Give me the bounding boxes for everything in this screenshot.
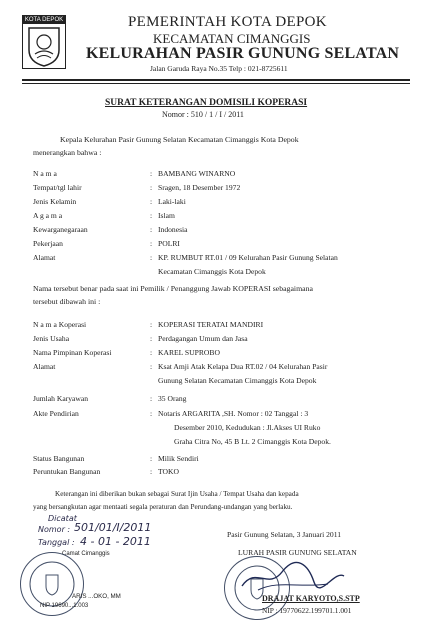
colon: : <box>150 225 153 234</box>
colon: : <box>150 394 153 403</box>
building-status-label: Status Bangunan <box>33 454 85 463</box>
logo-label: KOTA DEPOK <box>24 17 64 23</box>
person-occupation-label: Pekerjaan <box>33 239 63 248</box>
colon: : <box>150 320 153 329</box>
colon: : <box>150 169 153 178</box>
colon: : <box>150 239 153 248</box>
camat-title: Camat Cimanggis <box>62 551 110 557</box>
document-title: SURAT KETERANGAN DOMISILI KOPERASI <box>105 98 308 108</box>
header-government: PEMERINTAH KOTA DEPOK <box>128 14 327 30</box>
person-gender-label: Jenis Kelamin <box>33 197 77 206</box>
colon: : <box>150 197 153 206</box>
coop-business-value: Perdagangan Umum dan Jasa <box>158 334 248 343</box>
deed-label: Akte Pendirian <box>33 409 79 418</box>
person-birth-label: Tempat/tgl lahir <box>33 183 82 192</box>
coop-address-value: Ksat Amji Atak Kelapa Dua RT.02 / 04 Kelurahan Pasir <box>158 362 328 371</box>
reg-date-value: 4 - 01 - 2011 <box>80 535 151 548</box>
reg-date-label: Tanggal : <box>38 538 75 547</box>
employees-label: Jumlah Karyawan <box>33 394 89 403</box>
reg-number-label: Nomor : <box>38 525 71 534</box>
document-number: Nomor : 510 / 1 / I / 2011 <box>162 110 244 119</box>
emblem-icon <box>23 24 65 68</box>
colon: : <box>150 334 153 343</box>
deed-value: Notaris ARGARITA ,SH. Nomor : 02 Tanggal : 3 <box>158 409 309 418</box>
person-address-cont: Kecamatan Cimanggis Kota Depok <box>158 267 266 276</box>
building-use-value: TOKO <box>158 467 179 476</box>
employees-value: 35 Orang <box>158 394 187 403</box>
header-district: KECAMATAN CIMANGGIS <box>153 31 311 46</box>
coop-address-label: Alamat <box>33 362 56 371</box>
person-nationality-label: Kewarganegaraan <box>33 225 88 234</box>
header-rule-thin <box>22 83 410 84</box>
header-village: KELURAHAN PASIR GUNUNG SELATAN <box>86 45 400 62</box>
colon: : <box>150 467 153 476</box>
person-address-value: KP. RUMBUT RT.01 / 09 Kelurahan Pasir Gunung Selatan <box>158 253 338 262</box>
coop-name-value: KOPERASI TERATAI MANDIRI <box>158 320 264 329</box>
person-occupation-value: POLRI <box>158 239 180 248</box>
colon: : <box>150 362 153 371</box>
mid-line-1: Nama tersebut benar pada saat ini Pemilik / Penanggung Jawab KOPERASI sebagaimana <box>33 284 313 293</box>
person-gender-value: Laki-laki <box>158 197 186 206</box>
coop-address-cont: Gunung Selatan Kecamatan Cimanggis Kota Depok <box>158 376 317 385</box>
reg-number-value: 501/01/I/2011 <box>74 521 152 534</box>
reg-officer-nip: NIP 19690...1.003 <box>40 603 89 609</box>
signature-icon <box>238 560 348 594</box>
kota-depok-logo <box>22 15 66 69</box>
mid-line-2: tersebut dibawah ini : <box>33 297 101 306</box>
signer-name: DRAJAT KARYOTO,S.STP <box>262 594 360 603</box>
signer-position: LURAH PASIR GUNUNG SELATAN <box>238 548 357 557</box>
building-use-label: Peruntukan Bangunan <box>33 467 101 476</box>
coop-leader-label: Nama Pimpinan Koperasi <box>33 348 112 357</box>
intro-line-2: menerangkan bahwa : <box>33 148 102 157</box>
coop-business-label: Jenis Usaha <box>33 334 70 343</box>
closing-line-2: yang bersangkutan agar mentaati segala peraturan dan Perundang-undangan yang berlaku. <box>33 503 293 511</box>
person-religion-value: Islam <box>158 211 175 220</box>
deed-cont-2: Graha Citra No, 45 B Lt. 2 Cimanggis Kota Depok. <box>174 437 331 446</box>
closing-line-1: Keterangan ini diberikan bukan sebagai Surat Ijin Usaha / Tempat Usaha dan kepada <box>55 490 299 498</box>
person-name-value: BAMBANG WINARNO <box>158 169 236 178</box>
signer-nip: NIP : 19770622.199701.1.001 <box>262 606 352 615</box>
building-status-value: Milik Sendiri <box>158 454 199 463</box>
colon: : <box>150 211 153 220</box>
header-rule-thick <box>22 79 410 81</box>
person-nationality-value: Indonesia <box>158 225 188 234</box>
registered-label: Dicatat <box>48 514 77 523</box>
colon: : <box>150 253 153 262</box>
header-address: Jalan Garuda Raya No.35 Telp : 021-8725611 <box>150 64 288 73</box>
person-name-label: N a m a <box>33 169 57 178</box>
colon: : <box>150 348 153 357</box>
coop-leader-value: KAREL SUPROBO <box>158 348 220 357</box>
person-birth-value: Sragen, 18 Desember 1972 <box>158 183 241 192</box>
colon: : <box>150 183 153 192</box>
colon: : <box>150 409 153 418</box>
place-date: Pasir Gunung Selatan, 3 Januari 2011 <box>227 530 342 539</box>
person-address-label: Alamat <box>33 253 56 262</box>
colon: : <box>150 454 153 463</box>
reg-officer-name: ARIS ...OKO, MM <box>72 593 121 600</box>
coop-name-label: N a m a Koperasi <box>33 320 87 329</box>
deed-cont-1: Desember 2010, Kedudukan : Jl.Akses UI Ruko <box>174 423 321 432</box>
intro-line-1: Kepala Kelurahan Pasir Gunung Selatan Kecamatan Cimanggis Kota Depok <box>60 135 299 144</box>
person-religion-label: A g a m a <box>33 211 63 220</box>
